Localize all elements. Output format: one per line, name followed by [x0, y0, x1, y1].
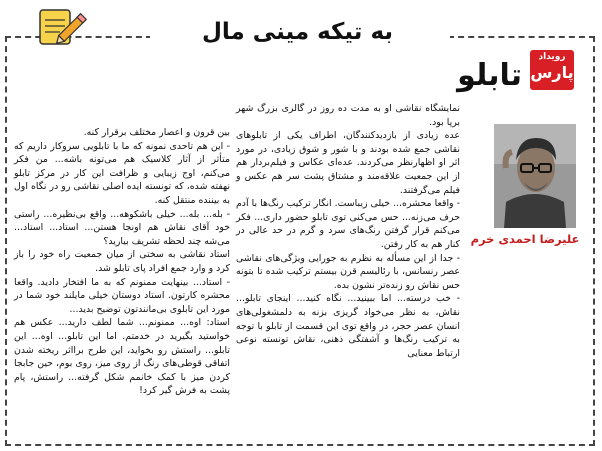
paragraph: - بله... بله... خیلی باشکوهه... واقع بی‌نظیره... راستی خود آقای نقاش هم اونجا هستن... استاد... استاد... می‌شه چند لحظه تشریف بیارید؟	[14, 208, 230, 247]
section-title: به تیکه مینی مال	[201, 19, 394, 45]
article-headline: تابلو	[457, 58, 522, 93]
paragraph: - استاد... بینهایت ممنونم که به ما افتخار دادید. واقعا محشره کارتون. استاد دوستان خیلی مایلند خود شما در مورد این تابلوی بی‌مانندتون توضیح بدید...	[14, 276, 230, 315]
paragraph: استاد: اوه... ممنونم... شما لطف دارید... عکس هم خواستید بگیرید در خدمتم. اما این تابلو... اوه... این تابلو... راستش رو بخواید، این طرح برااثر ریخته شدن اتفاقی قوطی‌های رنگ از روی میز، روی بوم، حین جابجا کردن میز با کمک خانمم شکل گرفته... راستش، پام پشت به فرش گیر کرد!	[14, 317, 230, 397]
logo-line-2: پارس	[530, 63, 574, 82]
author-name: علیرضا احمدی خرم	[470, 232, 580, 246]
logo-line-1: رویداد	[538, 52, 566, 62]
paragraph: استاد نقاشی به سختی از میان جمعیت راه خود را باز کرد و وارد جمع افراد پای تابلو شد.	[14, 249, 230, 274]
paragraph: عده زیادی از بازدیدکنندگان، اطراف یکی از تابلوهای نقاشی جمع شده بودند و با شور و شوق زیادی، در مورد اثر او اظهارنظر می‌کردند. عده‌ای عکاس و فیلم‌بردار هم از این جمعیت علاقه‌مند و مشتاق پشت سر هم عکس و فیلم می‌گرفتند.	[236, 130, 460, 196]
pencil-notepad-icon	[36, 6, 90, 50]
paragraph: نمایشگاه نقاشی او به مدت ده روز در گالری بزرگ شهر برپا بود.	[236, 103, 460, 128]
paragraph: - این هم تاحدی نمونه که ما با تابلویی سروکار داریم که متأثر از آثار کلاسیک هم می‌تونه باشه... من فکر می‌کنم، اوج زیبایی و ظرافت این کار در مرکز تابلو نهفته شده، که تونسته ایده اصلی نقاشی رو در نگاه اول به بیننده منتقل کنه.	[14, 140, 230, 206]
paragraph: - واقعا محشره... خیلی زیباست. انگار ترکیب رنگ‌ها با آدم حرف می‌زنه... حس می‌کنی توی تابلو حضور داری... فکر می‌کنم قرار گرفتن رنگ‌های سرد و گرم در حد عالی در کنار هم به کار رفتن.	[236, 198, 460, 250]
paragraph: - خب درسته... اما ببینید... نگاه کنید... اینجای تابلو... نقاش، به نظر می‌خواد گریزی بزنه به دلمشغولی‌های انسان عصر حجر، در واقع توی این قسمت از تابلو با توجه به ترکیب رنگ‌ها و آشفتگی ذهنی، نقاش تونسته نوعی ارتباط معنایی	[236, 293, 460, 359]
site-logo	[530, 50, 574, 90]
paragraph: - جدا از این مسأله به نظرم به جورایی ویژگی‌های نقاشی عصر رنسانس، با رئالیسم قرن بیستم ترکیب شده تا بتونه حس نقاش رو زنده‌تر نشون بده.	[236, 252, 460, 291]
paragraph: بین قرون و اعصار مختلف برقرار کنه.	[83, 127, 230, 138]
article-column-left	[14, 126, 230, 398]
article-column-right	[236, 102, 460, 360]
author-photo	[494, 124, 576, 228]
